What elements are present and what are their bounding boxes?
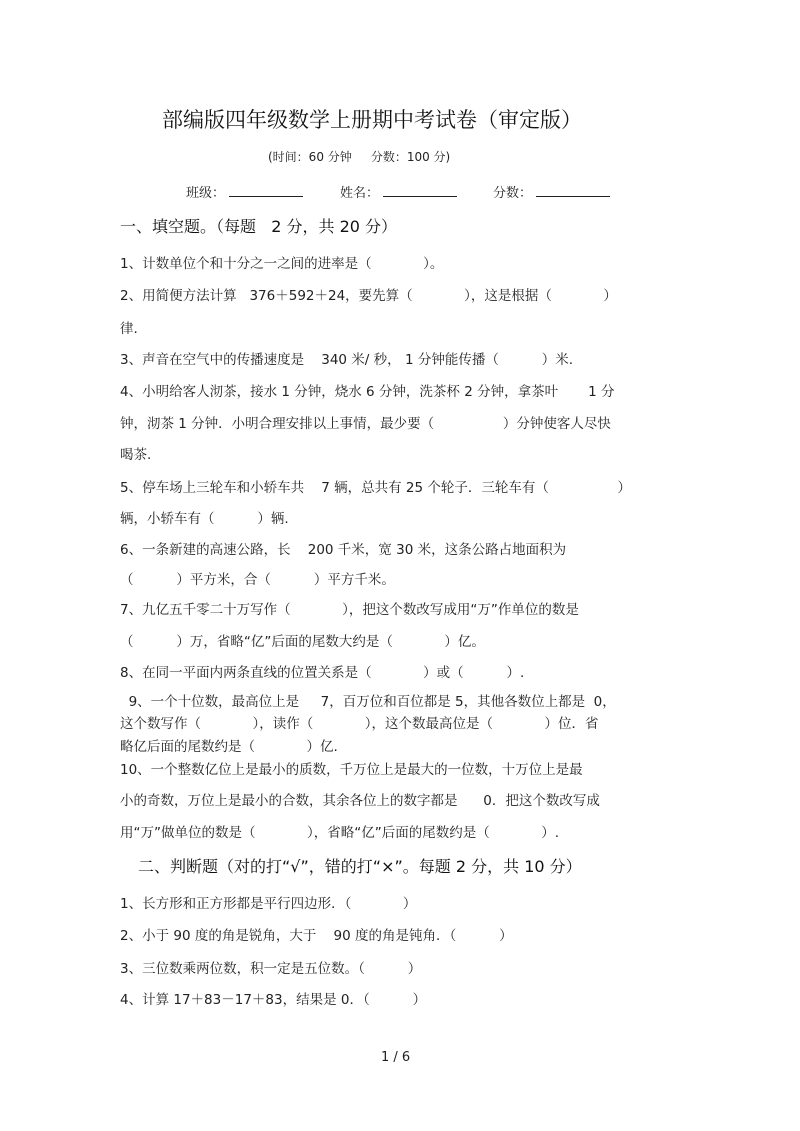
- exam-subtitle: (时间：60 分钟 分数：100 分): [268, 150, 451, 164]
- question-line: （ ）平方米，合（ ）平方千米。: [120, 572, 395, 588]
- question-line: 小的奇数，万位上是最小的合数，其余各位上的数字都是 0．把这个数改写成: [120, 793, 600, 809]
- question-line: 略亿后面的尾数约是（ ）亿.: [120, 739, 338, 755]
- page-number: 1 / 6: [381, 1050, 411, 1065]
- question-line: 6、一条新建的高速公路，长 200 千米，宽 30 米，这条公路占地面积为: [120, 542, 567, 558]
- question-line: 3、三位数乘两位数，积一定是五位数。（ ）: [120, 961, 422, 977]
- question-line: 9、一个十位数，最高位上是 7，百万位和百位都是 5，其他各数位上都是 0，: [120, 694, 616, 710]
- question-line: 7、九亿五千零二十万写作（ ），把这个数改写成用“万”作单位的数是: [120, 602, 579, 618]
- page-title: 部编版四年级数学上册期中考试卷（审定版）: [162, 108, 582, 132]
- score-label: 分数：: [493, 186, 533, 201]
- question-line: 1、计数单位个和十分之一之间的进率是（ ）。: [120, 256, 444, 272]
- class-blank: [229, 195, 303, 197]
- question-line: 10、一个整数亿位上是最小的质数，千万位上是最大的一位数，十万位上是最: [120, 762, 583, 778]
- score-blank: [536, 195, 610, 197]
- question-line: 2、用简便方法计算 376＋592＋24，要先算（ ），这是根据（ ）: [120, 288, 617, 304]
- name-blank: [383, 195, 457, 197]
- question-line: 钟，沏茶 1 分钟．小明合理安排以上事情，最少要（ ）分钟使客人尽快: [120, 416, 611, 432]
- question-line: 辆，小轿车有（ ）辆.: [120, 511, 289, 527]
- section-fill-in-title: 一、填空题。（每题 2 分，共 20 分）: [120, 217, 398, 236]
- question-line: 1、长方形和正方形都是平行四边形．（ ）: [120, 896, 417, 912]
- question-line: 4、小明给客人沏茶，接水 1 分钟，烧水 6 分钟，洗茶杯 2 分钟，拿茶叶 1 分: [120, 384, 615, 400]
- section-true-false-title: 二、判断题（对的打“√”，错的打“×”。每题 2 分，共 10 分）: [138, 857, 582, 876]
- question-line: 这个数写作（ ），读作（ ），这个数最高位是（ ）位．省: [120, 716, 599, 732]
- question-line: 4、计算 17＋83－17＋83，结果是 0．（ ）: [120, 992, 427, 1008]
- question-line: 3、声音在空气中的传播速度是 340 米/ 秒， 1 分钟能传播（ ）米.: [120, 352, 574, 368]
- score-field: [493, 182, 610, 201]
- question-line: （ ）万，省略“亿”后面的尾数大约是（ ）亿。: [120, 634, 485, 650]
- question-line: 8、在同一平面内两条直线的位置关系是（ ）或（ ）.: [120, 665, 525, 681]
- question-line: 律.: [120, 321, 138, 337]
- question-line: 2、小于 90 度的角是锐角，大于 90 度的角是钝角．（ ）: [120, 928, 513, 944]
- question-line: 5、停车场上三轮车和小轿车共 7 辆，总共有 25 个轮子．三轮车有（ ）: [120, 480, 632, 496]
- question-line: 用“万”做单位的数是（ ），省略“亿”后面的尾数约是（ ）.: [120, 825, 560, 841]
- class-field: [186, 182, 303, 201]
- name-field: [340, 182, 457, 201]
- name-label: 姓名：: [340, 186, 380, 201]
- class-label: 班级：: [186, 186, 226, 201]
- question-line: 喝茶.: [120, 447, 152, 463]
